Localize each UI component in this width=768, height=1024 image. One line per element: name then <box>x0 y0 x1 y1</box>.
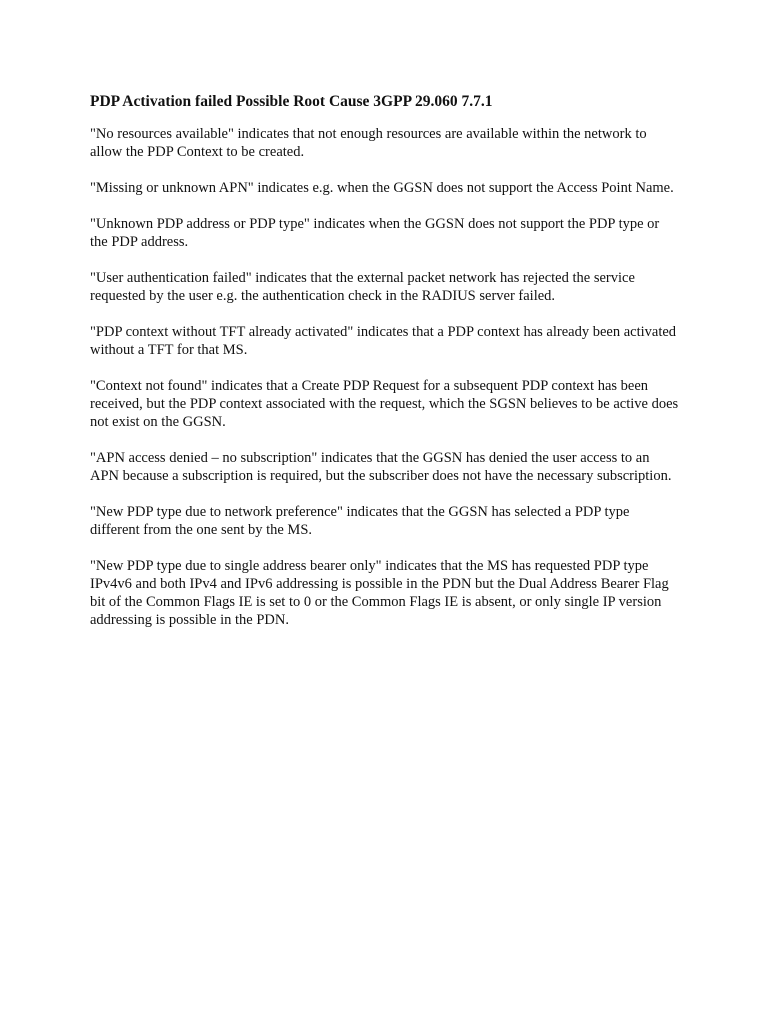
paragraph-apn-access-denied: "APN access denied – no subscription" indicates that the GGSN has denied the user access to an APN because a subscription is required, but the subscriber does not have the necessary subscription. <box>90 450 672 484</box>
paragraph-user-auth-failed: "User authentication failed" indicates that the external packet network has rejected the service requested by the user e.g. the authentication check in the RADIUS server failed. <box>90 270 635 304</box>
paragraph-missing-apn: "Missing or unknown APN" indicates e.g. when the GGSN does not support the Access Point Name. <box>90 180 674 196</box>
paragraph-single-address-bearer: "New PDP type due to single address bearer only" indicates that the MS has requested PDP type IPv4v6 and both IPv4 and IPv6 addressing is possible in the PDN but the Dual Address Bearer Flag bit of the Common Flags IE is set to 0 or the Common Flags IE is absent, or only single IP version addressing is possible in the PDN. <box>90 558 669 628</box>
paragraph-network-preference: "New PDP type due to network preference" indicates that the GGSN has selected a PDP type different from the one sent by the MS. <box>90 504 630 538</box>
paragraph-context-not-found: "Context not found" indicates that a Create PDP Request for a subsequent PDP context has been received, but the PDP context associated with the request, which the SGSN believes to be active does not exist on the GGSN. <box>90 378 679 430</box>
document-title: PDP Activation failed Possible Root Cause 3GPP 29.060 7.7.1 <box>90 93 493 110</box>
document-page <box>90 92 680 647</box>
paragraph-unknown-pdp-address: "Unknown PDP address or PDP type" indicates when the GGSN does not support the PDP type or the PDP address. <box>90 216 660 250</box>
paragraph-pdp-context-without-tft: "PDP context without TFT already activated" indicates that a PDP context has already been activated without a TFT for that MS. <box>90 324 677 358</box>
paragraph-no-resources: "No resources available" indicates that not enough resources are available within the network to allow the PDP Context to be created. <box>90 126 647 160</box>
